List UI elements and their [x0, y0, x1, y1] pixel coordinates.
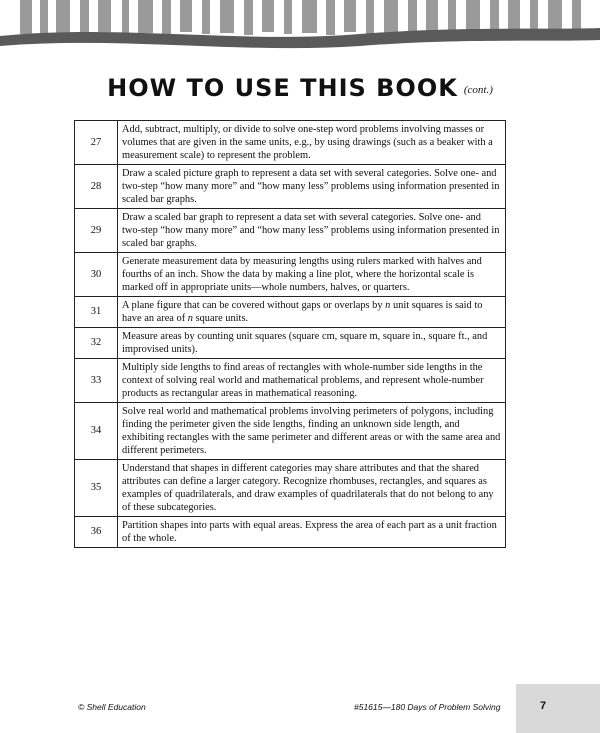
variable-n: n: [187, 313, 193, 324]
decorative-header-band: [0, 0, 600, 52]
standard-description: Add, subtract, multiply, or divide to solve one-step word problems involving masses or volumes that are given in the same units, e.g., by using drawings (such as a beaker with a measurement scale) to represent the problem.: [118, 121, 506, 165]
table-row: [75, 121, 506, 165]
page-title: HOW TO USE THIS BOOK: [107, 74, 458, 102]
standard-description: Draw a scaled bar graph to represent a data set with several categories. Solve one- and two-step “how many more” and “how many less” problems using information presented in scaled bar graphs.: [118, 209, 506, 253]
standard-number: 28: [75, 165, 118, 209]
standard-description: Understand that shapes in different categories may share attributes and that the shared attributes can define a larger category. Recognize rhombuses, rectangles, and squares as examples of quadrilaterals, and draw examples of quadrilaterals that do not belong to any of these subcategories.: [118, 460, 506, 517]
standard-description: Draw a scaled picture graph to represent a data set with several categories. Solve one- and two-step “how many more” and “how many less” problems using information presented in scaled bar graphs.: [118, 165, 506, 209]
standard-number: 33: [75, 359, 118, 403]
standard-number: 34: [75, 403, 118, 460]
standard-description: [118, 297, 506, 328]
standard-text: unit squares is said to have an area of: [122, 300, 483, 324]
standards-table: [74, 120, 506, 548]
table-row: [75, 328, 506, 359]
standard-description: Partition shapes into parts with equal areas. Express the area of each part as a unit fraction of the whole.: [118, 517, 506, 548]
standard-description: Generate measurement data by measuring lengths using rulers marked with halves and fourths of an inch. Show the data by making a line plot, where the horizontal scale is marked off in appropriate units—whole numbers, halves, or quarters.: [118, 253, 506, 297]
standard-number: 35: [75, 460, 118, 517]
book-title: #51615—180 Days of Problem Solving: [354, 702, 501, 712]
page-footer: [0, 690, 600, 733]
standard-number: 36: [75, 517, 118, 548]
standard-number: 30: [75, 253, 118, 297]
page-number: 7: [540, 700, 547, 712]
table-row: [75, 359, 506, 403]
publisher-credit: © Shell Education: [78, 702, 146, 712]
standard-text: square units.: [192, 313, 249, 324]
standard-description: Measure areas by counting unit squares (square cm, square m, square in., square ft., and improvised units).: [118, 328, 506, 359]
standard-description: Multiply side lengths to find areas of rectangles with whole-number side lengths in the context of solving real world and mathematical problems, and represent whole-number products as rectangular areas in mathematical reasoning.: [118, 359, 506, 403]
table-row: [75, 253, 506, 297]
standard-number: 29: [75, 209, 118, 253]
page-title-continued: (cont.): [463, 84, 493, 96]
table-row: [75, 460, 506, 517]
standard-number: 27: [75, 121, 118, 165]
table-row: [75, 517, 506, 548]
table-row: [75, 297, 506, 328]
table-row: [75, 165, 506, 209]
table-row: [75, 209, 506, 253]
standard-number: 32: [75, 328, 118, 359]
standard-text: A plane figure that can be covered without gaps or overlaps by: [122, 300, 386, 311]
standard-description: Solve real world and mathematical problems involving perimeters of polygons, including finding the perimeter given the side lengths, finding an unknown side length, and exhibiting rectangles with the same perimeter and different areas or with the same area and different perimeters.: [118, 403, 506, 460]
standard-number: 31: [75, 297, 118, 328]
variable-n: n: [385, 300, 391, 311]
table-row: [75, 403, 506, 460]
title-row: [0, 74, 600, 102]
